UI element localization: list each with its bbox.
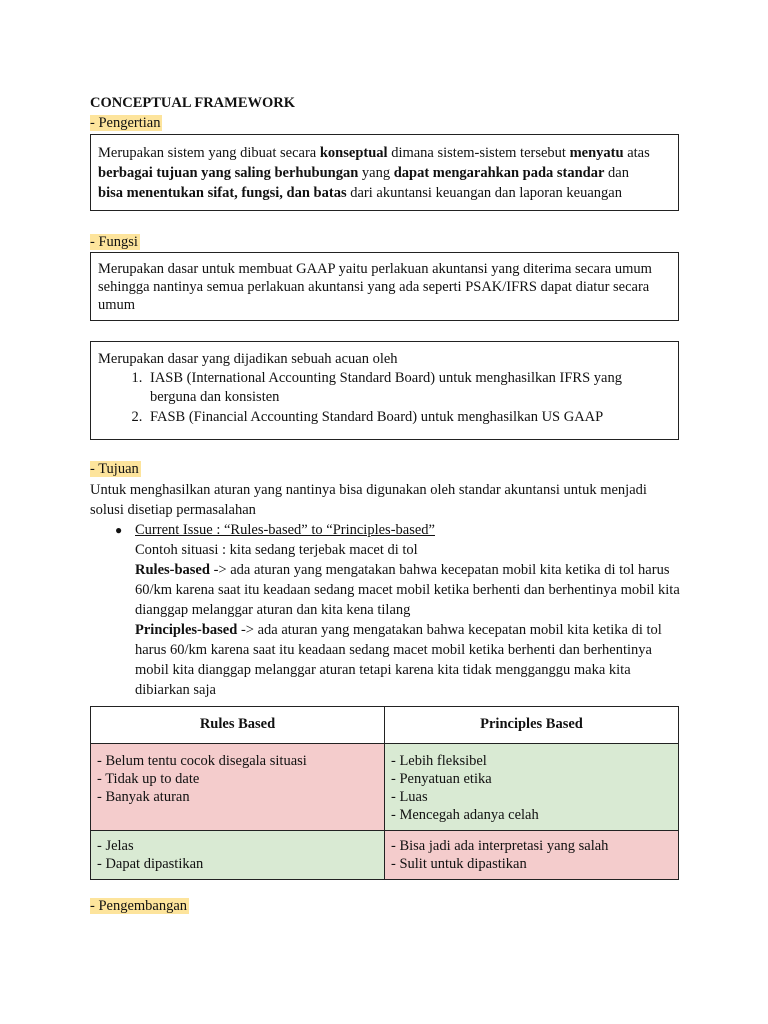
cell-line: - Mencegah adanya celah <box>391 807 539 823</box>
pengertian-text-6: dari akuntansi keuangan dan laporan keuangan <box>346 185 622 201</box>
header-rules-based: Rules Based <box>91 707 385 744</box>
section-heading-tujuan <box>90 459 141 479</box>
acuan-list-item: 1. IASB (International Accounting Standard Board) untuk menghasilkan IFRS yang berguna dan konsisten <box>146 369 671 407</box>
cell-line: - Tidak up to date <box>97 771 200 787</box>
section-heading-pengembangan <box>90 896 189 916</box>
cell-line: - Luas <box>391 789 428 805</box>
rules-based-label: Rules-based <box>135 562 210 578</box>
page-title: CONCEPTUAL FRAMEWORK <box>90 95 296 111</box>
fungsi-box-2-intro: Merupakan dasar yang dijadikan sebuah acuan oleh <box>98 351 398 367</box>
current-issue-content <box>135 520 680 700</box>
pengertian-text-3: atas <box>623 145 650 161</box>
principles-based-paragraph <box>135 620 680 700</box>
pengertian-bold-3: berbagai tujuan yang saling berhubungan <box>98 165 359 181</box>
heading-tujuan-text: - Tujuan <box>90 461 139 477</box>
pengertian-text-2: dimana sistem-sistem tersebut <box>387 145 570 161</box>
pengertian-paragraph <box>98 143 671 203</box>
pengertian-text-1: Merupakan sistem yang dibuat secara <box>98 145 320 161</box>
acuan-list-item: 2. FASB (Financial Accounting Standard Board) untuk menghasilkan US GAAP <box>146 407 671 427</box>
cell-line: - Sulit untuk dipastikan <box>391 856 527 872</box>
header-principles-based: Principles Based <box>385 707 679 744</box>
cell-line: - Dapat dipastikan <box>97 856 204 872</box>
table-header-row <box>91 707 679 744</box>
acuan-list <box>98 369 671 427</box>
pengertian-bold-1: konseptual <box>319 145 388 161</box>
cell-line: - Banyak aturan <box>97 789 190 805</box>
current-issue-bullet <box>115 520 680 700</box>
tujuan-paragraph <box>90 480 680 520</box>
pengertian-text-5: dan <box>604 165 629 181</box>
cell-line: - Lebih fleksibel <box>391 753 487 769</box>
heading-fungsi-text: - Fungsi <box>90 234 138 250</box>
cell-rules-cons <box>91 744 385 831</box>
bullet-dot-icon: ● <box>115 523 123 537</box>
cell-principles-pros <box>385 744 679 831</box>
pengertian-bold-2: menyatu <box>569 145 624 161</box>
rules-based-paragraph <box>135 560 680 620</box>
heading-pengembangan-text: - Pengembangan <box>90 898 188 914</box>
section-heading-fungsi <box>90 232 140 252</box>
fungsi-box-2 <box>90 341 679 440</box>
cell-principles-cons <box>385 831 679 880</box>
pengertian-box <box>90 134 679 211</box>
cell-rules-pros <box>91 831 385 880</box>
section-heading-pengertian <box>90 113 162 133</box>
pengertian-bold-4: dapat mengarahkan pada standar <box>393 165 605 181</box>
table-row <box>91 744 679 831</box>
pengertian-bold-5: bisa menentukan sifat, fungsi, dan batas <box>98 185 347 201</box>
cell-line: - Jelas <box>97 838 134 854</box>
pengertian-text-4: yang <box>358 165 394 181</box>
fungsi-box-1 <box>90 252 679 321</box>
cell-line: - Belum tentu cocok disegala situasi <box>97 753 307 769</box>
comparison-table <box>90 706 679 880</box>
contoh-situasi: Contoh situasi : kita sedang terjebak macet di tol <box>135 542 418 558</box>
cell-line: - Bisa jadi ada interpretasi yang salah <box>391 838 609 854</box>
current-issue-title: Current Issue : “Rules-based” to “Principles-based” <box>135 522 435 538</box>
principles-based-label: Principles-based <box>135 622 238 638</box>
fungsi-box-1-text: Merupakan dasar untuk membuat GAAP yaitu perlakuan akuntansi yang diterima secara umum sehingga nantinya semua perlakuan akuntansi yang ada seperti PSAK/IFRS dapat diatur secara umum <box>98 261 652 313</box>
heading-pengertian-text: - Pengertian <box>90 115 161 131</box>
cell-line: - Penyatuan etika <box>391 771 492 787</box>
table-row <box>91 831 679 880</box>
rules-based-text: -> ada aturan yang mengatakan bahwa kecepatan mobil kita ketika di tol harus 60/km karena saat itu keadaan sedang macet mobil ketika berhenti dan berhentinya mobil kita dianggap melanggar aturan dan kita kena tilang <box>135 562 680 618</box>
tujuan-text: Untuk menghasilkan aturan yang nantinya bisa digunakan oleh standar akuntansi untuk menjadi solusi disetiap permasalahan <box>90 482 647 518</box>
principles-based-text: -> ada aturan yang mengatakan bahwa kecepatan mobil kita ketika di tol harus 60/km karena saat itu keadaan sedang macet mobil ketika berhenti dan berhentinya mobil kita dianggap melanggar aturan tetapi karena kita tidak mengganggu maka kita dibiarkan saja <box>135 622 662 698</box>
